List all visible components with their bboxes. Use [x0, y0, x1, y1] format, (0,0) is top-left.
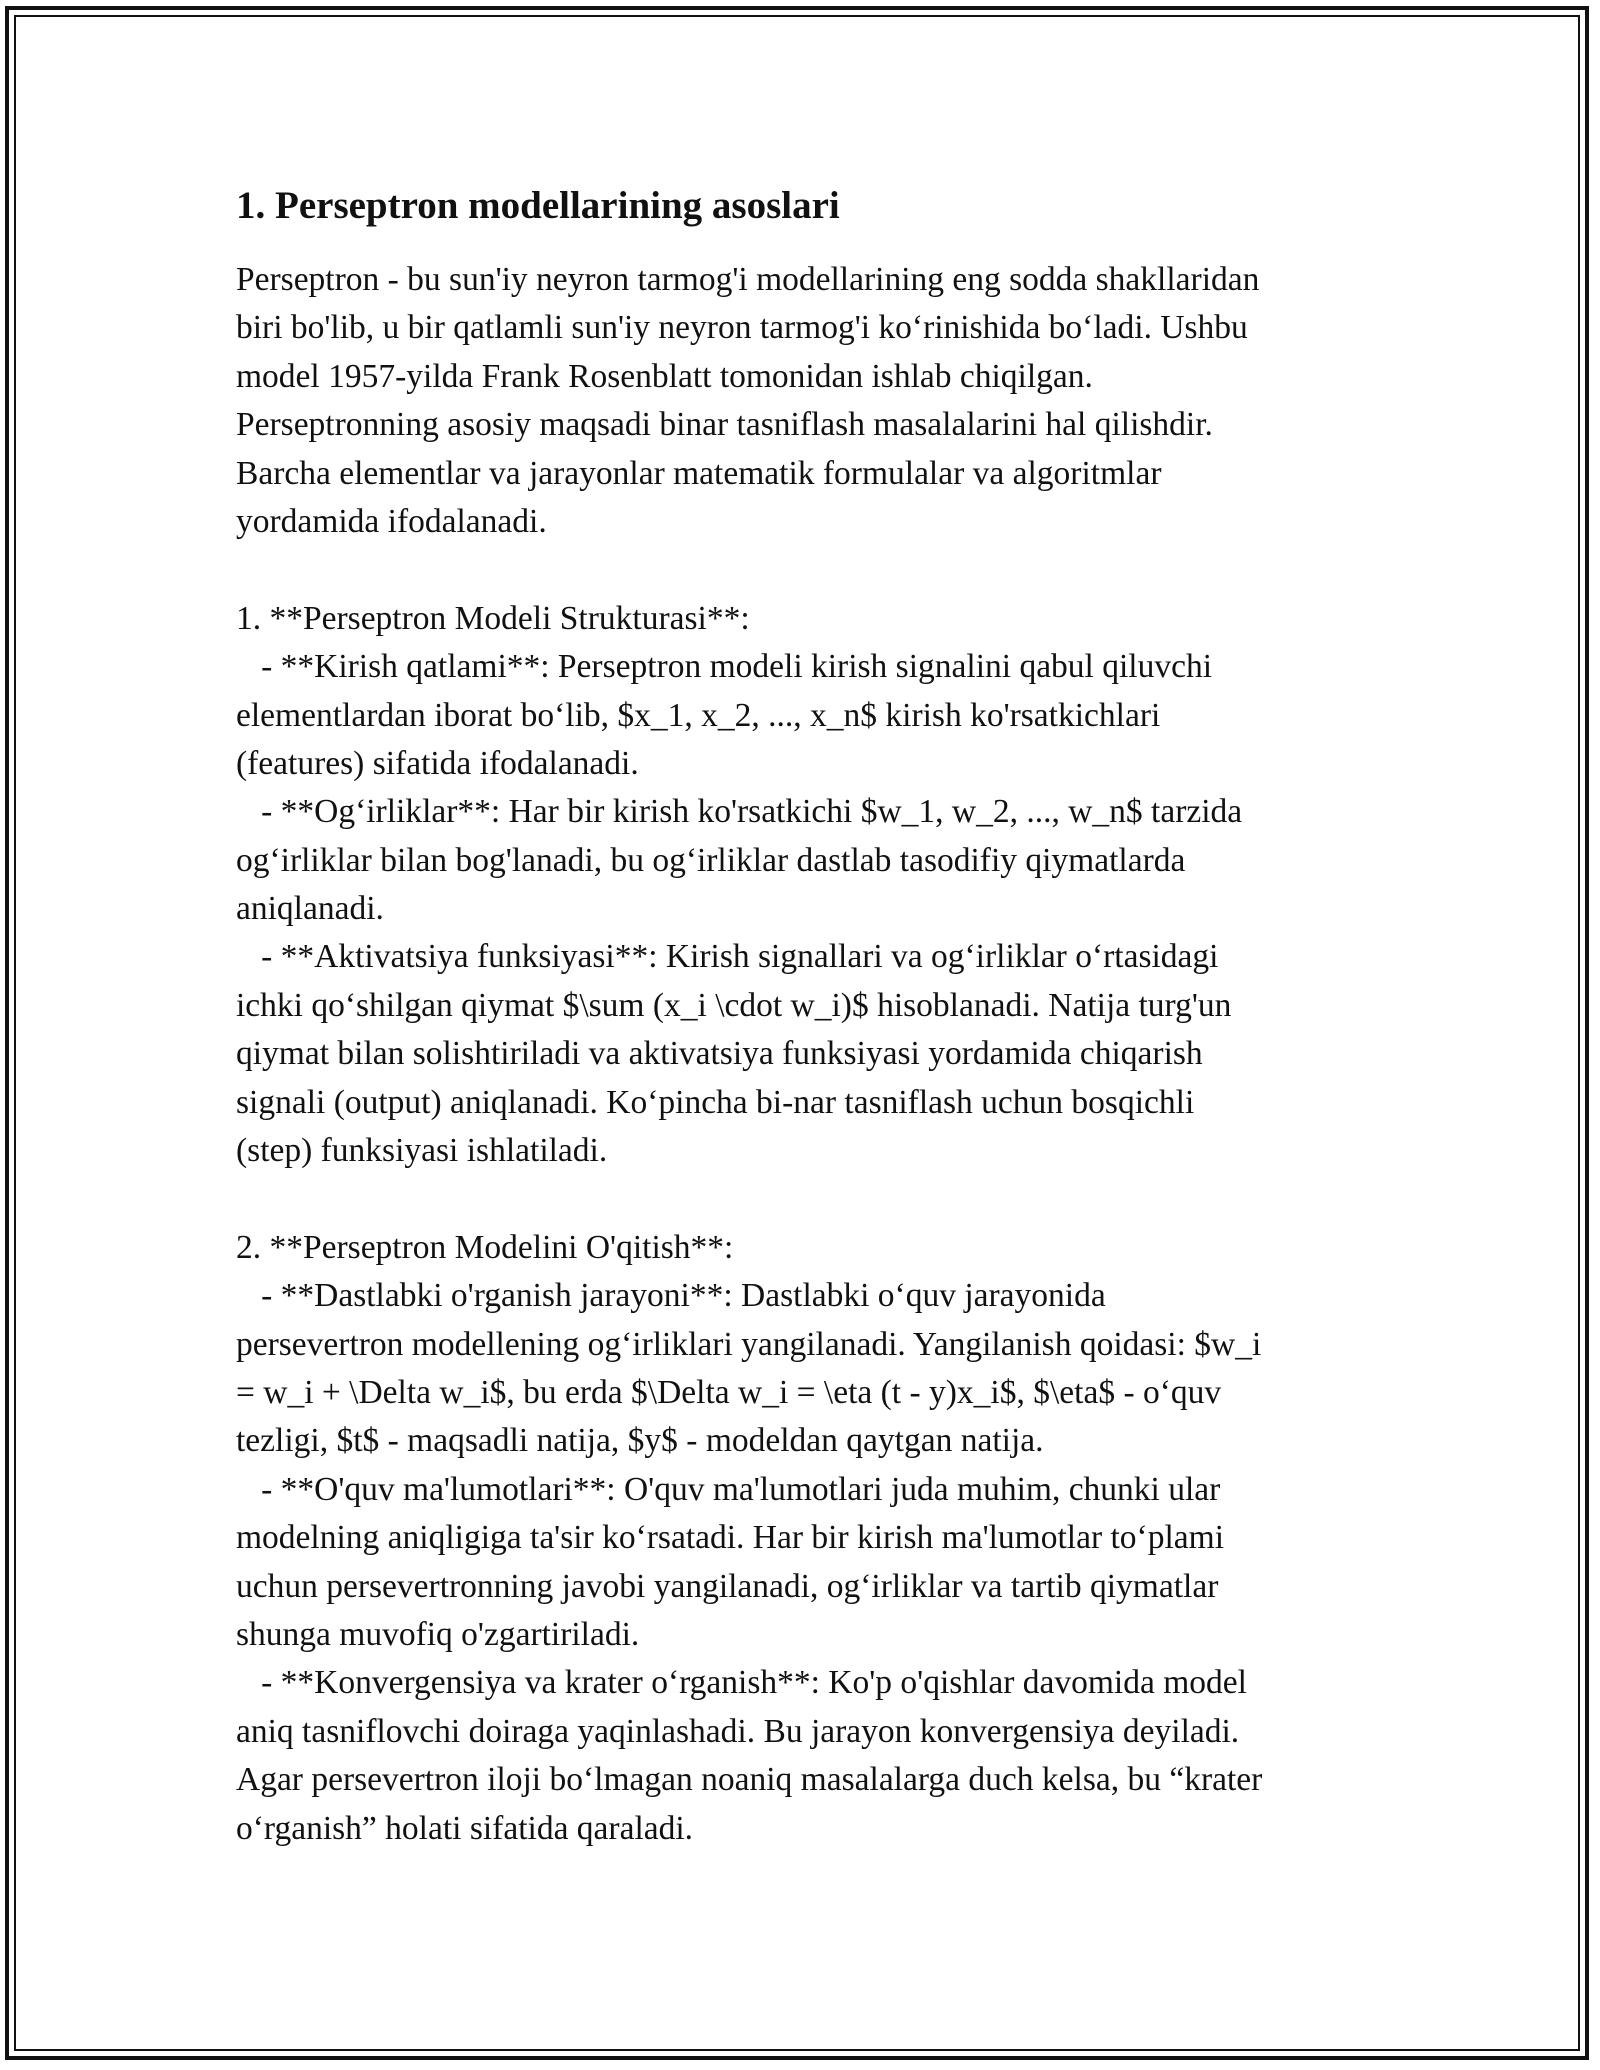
text-line: - **Konvergensiya va krater o‘rganish**: Ko'p o'qishlar davomida model: [236, 1664, 1247, 1702]
text-line: = w_i + \Delta w_i$, bu erda $\Delta w_i = \eta (t - y)x_i$, $\eta$ - o‘quv: [236, 1373, 1222, 1411]
text-line: yordamida ifodalanadi.: [236, 502, 547, 540]
document-body: [236, 182, 1366, 1853]
text-line: (features) sifatida ifodalanadi.: [236, 744, 639, 782]
text-line: Perseptron - bu sun'iy neyron tarmog'i modellarining eng sodda shakllaridan: [236, 261, 1260, 298]
text-line: o‘rganish” holati sifatida qaraladi.: [236, 1809, 694, 1847]
text-line: - **Kirish qatlami**: Perseptron modeli kirish signalini qabul qiluvchi: [236, 648, 1213, 686]
text-line: model 1957-yilda Frank Rosenblatt tomonidan ishlab chiqilgan.: [236, 357, 1093, 395]
text-line: (step) funksiyasi ishlatiladi.: [236, 1132, 608, 1170]
text-line: aniqlanadi.: [236, 890, 384, 928]
section-model-structure: [236, 595, 1366, 1176]
text-line: tezligi, $t$ - maqsadli natija, $y$ - modeldan qaytgan natija.: [236, 1422, 1044, 1460]
section-title: 1. **Perseptron Modeli Strukturasi**:: [236, 599, 750, 637]
section-model-training: [236, 1224, 1366, 1853]
text-line: uchun persevertronning javobi yangilanadi, og‘irliklar va tartib qiymatlar: [236, 1567, 1219, 1605]
text-line: og‘irliklar bilan bog'lanadi, bu og‘irliklar dastlab tasodifiy qiymatlarda: [236, 841, 1186, 879]
text-line: aniq tasniflovchi doiraga yaqinlashadi. Bu jarayon konvergensiya deyiladi.: [236, 1712, 1240, 1750]
text-line: Agar persevertron iloji bo‘lmagan noaniq masalalarga duch kelsa, bu “krater: [236, 1761, 1263, 1799]
paragraph-spacer: [236, 546, 1366, 594]
text-line: persevertron modellening og‘irliklari yangilanadi. Yangilanish qoidasi: $w_i: [236, 1325, 1262, 1363]
text-line: biri bo'lib, u bir qatlamli sun'iy neyron tarmog'i ko‘rinishida bo‘ladi. Ushbu: [236, 309, 1248, 347]
text-line: - **O'quv ma'lumotlari**: O'quv ma'lumotlari juda muhim, chunki ular: [236, 1470, 1221, 1508]
text-line: - **Aktivatsiya funksiyasi**: Kirish signallari va og‘irliklar o‘rtasidagi: [236, 938, 1219, 976]
text-line: qiymat bilan solishtiriladi va aktivatsiya funksiyasi yordamida chiqarish: [236, 1035, 1203, 1073]
intro-paragraph: [236, 256, 1366, 546]
text-line: signali (output) aniqlanadi. Ko‘pincha bi-nar tasniflash uchun bosqichli: [236, 1083, 1195, 1121]
document-heading: 1. Perseptron modellarining asoslari: [236, 184, 840, 227]
text-line: Perseptronning asosiy maqsadi binar tasniflash masalalarini hal qilishdir.: [236, 406, 1213, 444]
text-line: shunga muvofiq o'zgartiriladi.: [236, 1615, 640, 1653]
text-line: ichki qo‘shilgan qiymat $\sum (x_i \cdot w_i)$ hisoblanadi. Natija turg'un: [236, 986, 1232, 1024]
text-line: modelning aniqligiga ta'sir ko‘rsatadi. Har bir kirish ma'lumotlar to‘plami: [236, 1519, 1225, 1557]
text-line: - **Og‘irliklar**: Har bir kirish ko'rsatkichi $w_1, w_2, ..., w_n$ tarzida: [236, 793, 1243, 831]
section-title: 2. **Perseptron Modelini O'qitish**:: [236, 1228, 734, 1266]
paragraph-spacer: [236, 1175, 1366, 1223]
text-line: Barcha elementlar va jarayonlar matematik formulalar va algoritmlar: [236, 454, 1162, 492]
text-line: elementlardan iborat bo‘lib, $x_1, x_2, ..., x_n$ kirish ko'rsatkichlari: [236, 696, 1161, 734]
text-line: - **Dastlabki o'rganish jarayoni**: Dastlabki o‘quv jarayonida: [236, 1277, 1106, 1315]
